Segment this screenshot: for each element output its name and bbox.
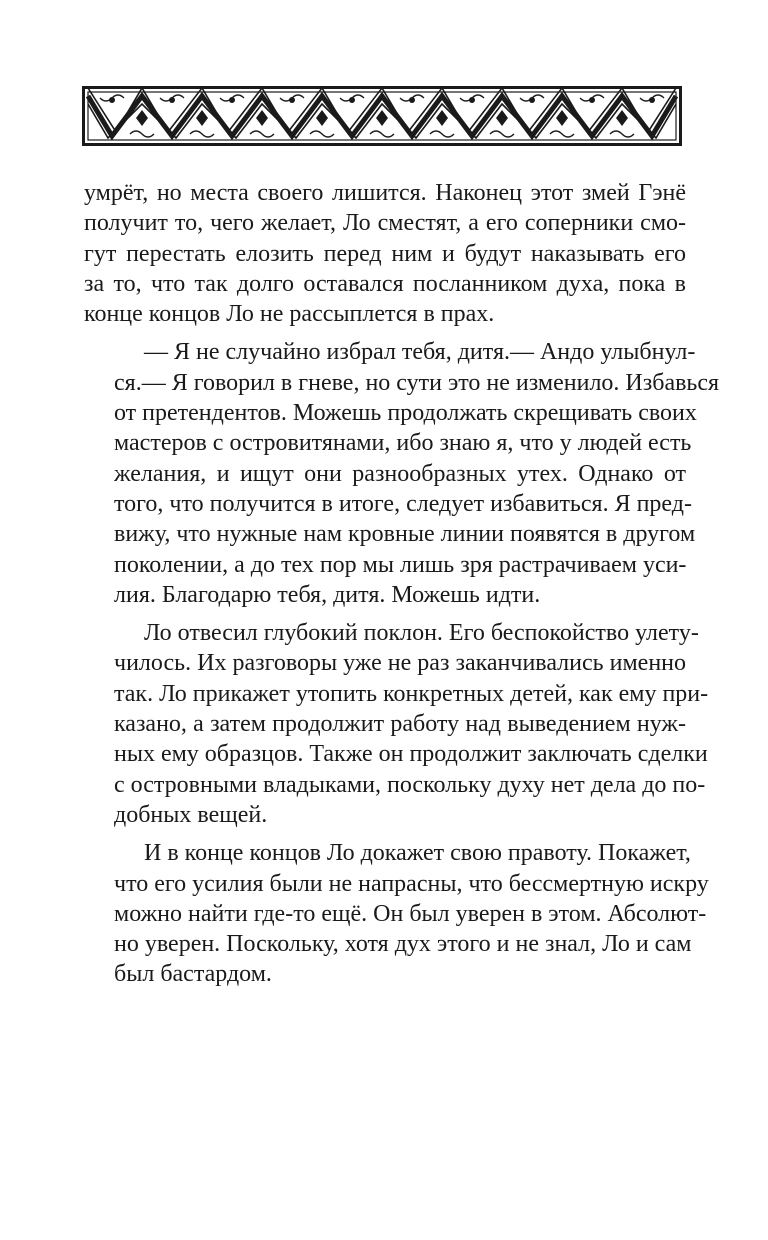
text-line: можно найти где-то ещё. Он был уверен в этом. Абсолют- [114, 900, 707, 927]
text-line: был бастардом. [114, 961, 272, 988]
text-line: лия. Благодарю тебя, дитя. Можешь идти. [114, 581, 541, 608]
text-line: от претендентов. Можешь продолжать скрещивать своих [114, 400, 697, 427]
text-line: ся.— Я говорил в гневе, но сути это не изменило. Избавься [114, 369, 720, 396]
paragraph-1 [84, 178, 686, 329]
text-line: добных вещей. [114, 801, 268, 828]
text-line: мастеров с островитянами, ибо знаю я, что у людей есть [114, 430, 692, 457]
text-line: желания, и ищут они разнообразных утех. Однако от [114, 460, 686, 487]
text-line: ных ему образцов. Также он продолжит заключать сделки [114, 741, 708, 768]
paragraph-4 [84, 838, 709, 989]
text-line: что его усилия были не напрасны, что бессмертную искру [114, 870, 709, 897]
paragraph-3 [84, 618, 709, 830]
paragraph-2 [84, 337, 720, 610]
text-line: Ло отвесил глубокий поклон. Его беспокойство улету- [144, 620, 699, 647]
text-line: конце концов Ло не рассыплется в прах. [84, 301, 495, 328]
body-text [84, 178, 720, 990]
text-line: чилось. Их разговоры уже не раз заканчивались именно [114, 650, 686, 677]
text-line: получит то, чего желает, Ло сместят, а его соперники смо- [84, 210, 686, 237]
text-line: с островными владыками, поскольку духу нет дела до по- [114, 771, 706, 798]
text-line: умрёт, но места своего лишится. Наконец этот змей Гэнё [84, 180, 686, 206]
text-line: казано, а затем продолжит работу над выведением нуж- [114, 711, 686, 738]
text-line: вижу, что нужные нам кровные линии появятся в другом [114, 521, 696, 548]
text-line: И в конце концов Ло докажет свою правоту. Покажет, [144, 840, 691, 867]
text-line: — Я не случайно избрал тебя, дитя.— Андо улыбнул- [144, 339, 696, 366]
text-line: так. Ло прикажет утопить конкретных детей, как ему при- [114, 680, 709, 707]
text-line: но уверен. Поскольку, хотя дух этого и не знал, Ло и сам [114, 931, 692, 958]
ornament-border-icon [82, 86, 682, 146]
text-line: за то, что так долго оставался посланником духа, пока в [84, 270, 686, 297]
text-line: того, что получится в итоге, следует избавиться. Я пред- [114, 490, 692, 517]
text-line: гут перестать елозить перед ним и будут наказывать его [84, 240, 686, 267]
text-line: поколении, а до тех пор мы лишь зря растрачиваем уси- [114, 551, 687, 578]
